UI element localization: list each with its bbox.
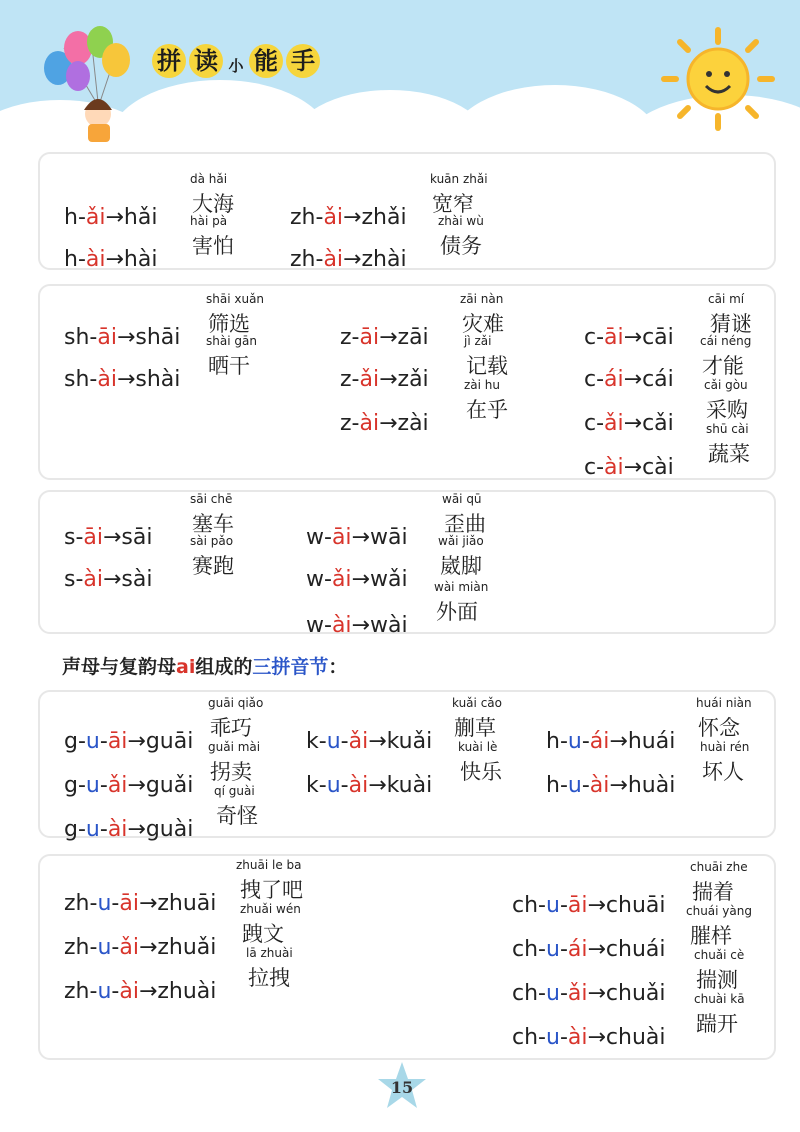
chinese-word: 坏人 [702,760,744,784]
pinyin-label: guāi qiǎo [208,696,264,710]
spelling-rule: ch-u-ǎi→chuǎi [512,981,666,1006]
spelling-rule: w-ǎi→wǎi [306,567,408,592]
pinyin-label: zhuǎi wén [240,902,301,916]
pinyin-label: chuái yàng [686,904,752,918]
page-title [152,44,320,78]
chinese-word: 崴脚 [440,554,482,578]
pinyin-label: qí guài [214,784,255,798]
pinyin-label: dà hǎi [190,172,228,186]
spelling-rule: sh-āi→shāi [64,325,181,350]
spelling-rule: s-āi→sāi [64,525,153,550]
chinese-word: 采购 [706,398,748,422]
spelling-rule: h-u-ái→huái [546,729,676,754]
pinyin-label: guǎi mài [208,740,261,754]
spelling-rule: h-ǎi→hǎi [64,205,158,230]
spelling-rule: zh-u-ǎi→zhuǎi [64,935,217,960]
spelling-rule: sh-ài→shài [64,367,181,392]
spelling-rule: ch-u-ái→chuái [512,937,666,962]
spelling-rule: ch-u-ài→chuài [512,1025,666,1050]
chinese-word: 害怕 [192,234,234,258]
pinyin-label: cāi mí [708,292,745,306]
pinyin-label: kuān zhǎi [430,172,488,186]
chinese-word: 跩文 [242,922,284,946]
spelling-rule: h-ài→hài [64,247,158,272]
pinyin-label: lā zhuài [246,946,293,960]
pinyin-label: hài pà [190,214,228,228]
chinese-word: 才能 [702,354,744,378]
title-char: 能 [249,44,283,78]
chinese-word: 筛选 [208,312,250,336]
pinyin-label: huài rén [700,740,750,754]
spelling-rule: zh-ài→zhài [290,247,407,272]
pinyin-label: sāi chē [190,492,233,506]
chinese-word: 揣测 [696,968,738,992]
chinese-word: 记载 [466,354,508,378]
girl-with-balloons-icon [34,18,144,148]
pinyin-label: wāi qū [442,492,482,506]
chinese-word: 乖巧 [210,716,252,740]
pinyin-label: chuāi zhe [690,860,748,874]
pinyin-label: wài miàn [434,580,489,594]
chinese-word: 大海 [192,192,234,216]
spelling-rule: w-ài→wài [306,613,408,638]
pinyin-label: zāi nàn [460,292,504,306]
spelling-rule: ch-u-āi→chuāi [512,893,666,918]
spelling-rule: z-ài→zài [340,411,429,436]
chinese-word: 蔬菜 [708,442,750,466]
spelling-rule: h-u-ài→huài [546,773,676,798]
pinyin-label: cǎi gòu [704,378,748,392]
chinese-word: 拐卖 [210,760,252,784]
pinyin-label: kuài lè [458,740,498,754]
pinyin-label: zài hu [464,378,501,392]
chinese-word: 揣着 [692,880,734,904]
section-title: 声母与复韵母ai组成的三拼音节： [62,656,348,678]
chinese-word: 怀念 [698,716,740,740]
title-char: 拼 [152,44,186,78]
chinese-word: 灾难 [462,312,504,336]
chinese-word: 宽窄 [432,192,474,216]
chinese-word: 在乎 [466,398,508,422]
title-char: 读 [189,44,223,78]
spelling-rule: zh-u-āi→zhuāi [64,891,217,916]
spelling-rule: s-ài→sài [64,567,153,592]
sun-icon [658,24,778,134]
chinese-word: 快乐 [460,760,502,784]
chinese-word: 膗样 [690,924,732,948]
pinyin-label: huái niàn [696,696,752,710]
pinyin-label: wǎi jiǎo [438,534,484,548]
spelling-rule: k-u-ǎi→kuǎi [306,729,433,754]
chinese-word: 奇怪 [216,804,258,828]
page-number: 15 [390,1078,414,1097]
spelling-rule: w-āi→wāi [306,525,408,550]
pinyin-label: sài pǎo [190,534,234,548]
chinese-word: 拽了吧 [240,878,303,902]
spelling-rule: zh-ǎi→zhǎi [290,205,407,230]
pinyin-label: zhuāi le ba [236,858,302,872]
spelling-rule: z-ǎi→zǎi [340,367,429,392]
spelling-rule: c-ài→cài [584,455,674,480]
pinyin-label: zhài wù [438,214,484,228]
chinese-word: 赛跑 [192,554,234,578]
spelling-rule: z-āi→zāi [340,325,429,350]
title-char: 小 [228,57,244,75]
spelling-rule: c-ái→cái [584,367,674,392]
title-char: 手 [286,44,320,78]
chinese-word: 塞车 [192,512,234,536]
spelling-rule: g-u-āi→guāi [64,729,194,754]
spelling-rule: g-u-ài→guài [64,817,194,842]
pinyin-label: chuài kā [694,992,745,1006]
pinyin-label: kuǎi cǎo [452,696,502,710]
spelling-rule: c-āi→cāi [584,325,674,350]
chinese-word: 债务 [440,234,482,258]
spelling-rule: g-u-ǎi→guǎi [64,773,194,798]
chinese-word: 踹开 [696,1012,738,1036]
pinyin-label: jì zǎi [464,334,492,348]
pinyin-label: shāi xuǎn [206,292,265,306]
pinyin-label: chuǎi cè [694,948,745,962]
chinese-word: 猜谜 [710,312,752,336]
chinese-word: 蒯草 [454,716,496,740]
pinyin-label: shài gān [206,334,257,348]
chinese-word: 晒干 [208,354,250,378]
chinese-word: 歪曲 [444,512,486,536]
chinese-word: 外面 [436,600,478,624]
pinyin-label: cái néng [700,334,752,348]
chinese-word: 拉拽 [248,966,290,990]
spelling-rule: zh-u-ài→zhuài [64,979,217,1004]
pinyin-label: shū cài [706,422,749,436]
spelling-rule: c-ǎi→cǎi [584,411,674,436]
spelling-rule: k-u-ài→kuài [306,773,433,798]
